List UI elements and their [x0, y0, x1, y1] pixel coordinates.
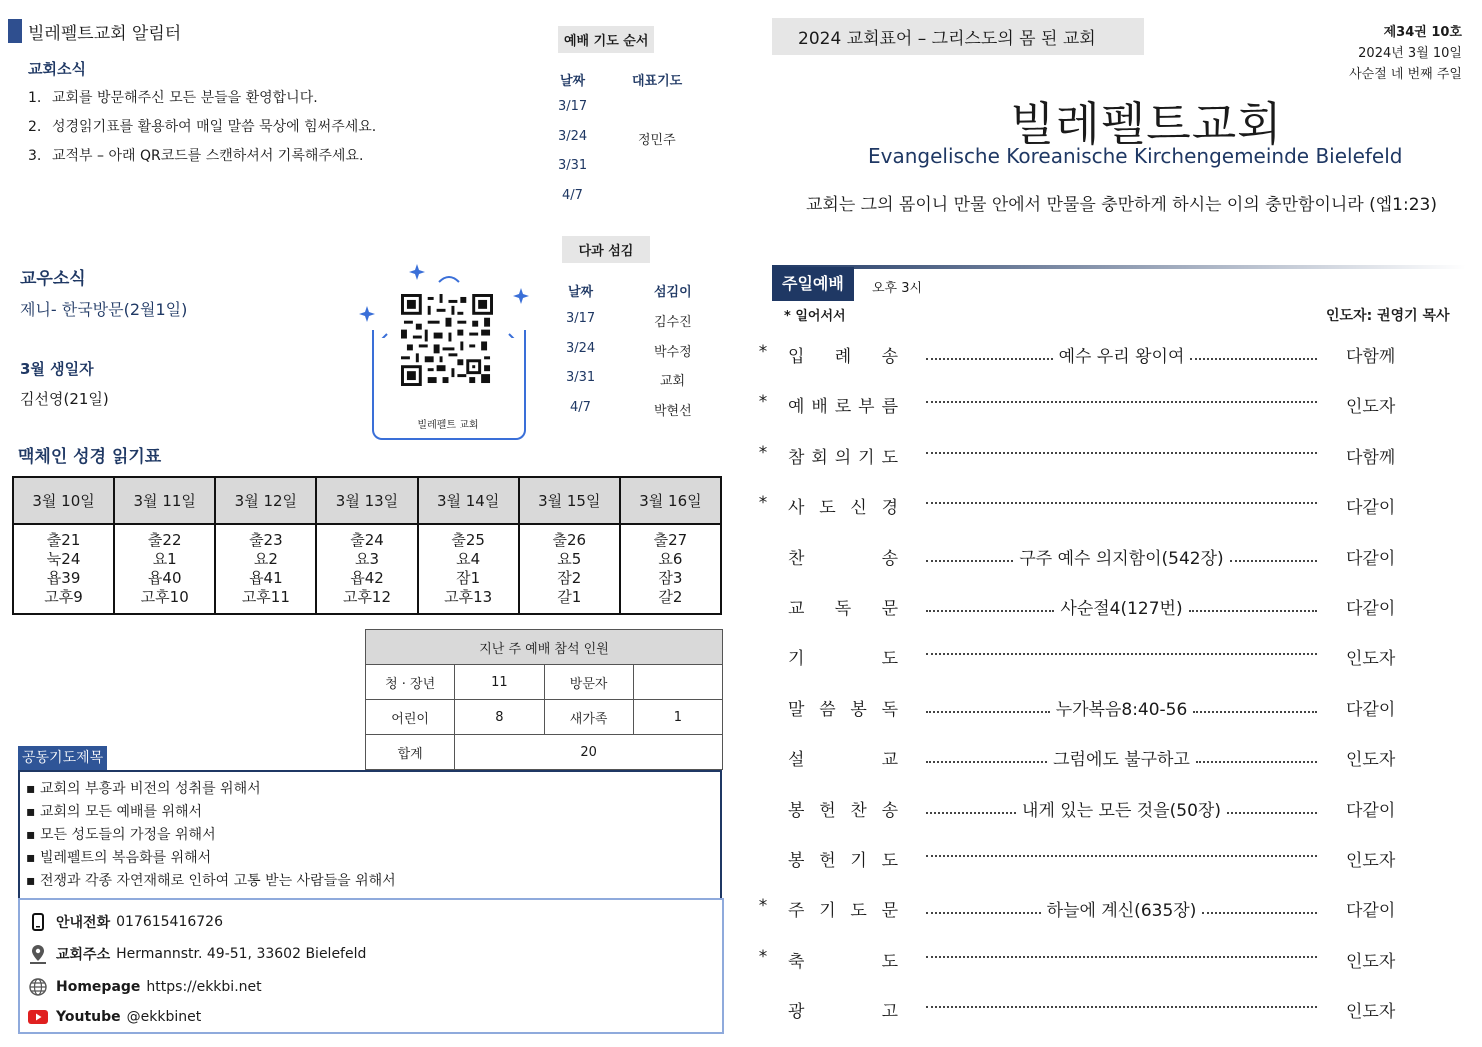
theme-verse: 교회는 그의 몸이니 만물 안에서 만물을 충만하게 하시는 이의 충만함이니라 (엡1:23)	[806, 195, 1437, 215]
qr-code-icon[interactable]	[400, 294, 494, 386]
reading-cell: 출27 요6 잠3 갈2	[620, 524, 721, 614]
order-item-name: 참 회 의 기 도	[788, 447, 898, 468]
worship-order-row	[756, 743, 1456, 773]
attendance-value: 8	[455, 700, 544, 735]
birthday-text: 김선영(21일)	[20, 390, 109, 408]
order-item-name: 말 씀 봉 독	[788, 699, 898, 720]
tea-date: 3/17	[566, 311, 596, 326]
reading-cell: 출26 요5 잠2 갈1	[519, 524, 620, 614]
volume-number: 제34권 10호	[1383, 25, 1462, 40]
order-item-detail	[924, 947, 1319, 958]
order-item-detail: 구주 예수 의지함이(542장)	[924, 544, 1319, 569]
tea-person: 김수진	[654, 315, 692, 330]
prayer-order-date: 4/7	[562, 188, 583, 203]
service-leader: 인도자: 권영기 목사	[1326, 308, 1450, 324]
liturgical-sunday: 사순절 네 번째 주일	[1349, 67, 1462, 82]
attendance-label: 청 · 장년	[366, 665, 455, 700]
order-item-name: 예 배 로 부 름	[788, 397, 898, 418]
worship-order-row	[756, 995, 1456, 1025]
members-heading: 교우소식	[20, 269, 86, 289]
order-item-performer: 다같이	[1346, 901, 1396, 922]
location-pin-icon	[28, 944, 48, 964]
order-item-detail: 사순절4(127번)	[924, 594, 1319, 619]
prayer-order-col-date: 날짜	[560, 74, 586, 89]
order-item-name: 축 도	[788, 951, 898, 972]
worship-order-row	[756, 592, 1456, 622]
globe-icon	[28, 977, 48, 997]
tea-col-date: 날짜	[568, 285, 594, 300]
youtube-icon	[28, 1007, 48, 1027]
reading-date: 3월 14일	[418, 477, 519, 524]
worship-order-row	[756, 441, 1456, 471]
prayer-order-date: 3/24	[558, 129, 588, 144]
order-item-performer: 인도자	[1346, 649, 1396, 670]
order-item-performer: 인도자	[1346, 397, 1396, 418]
attendance-value	[633, 665, 722, 700]
order-item-performer: 다함께	[1346, 347, 1396, 367]
prayer-item: ▪ 교회의 모든 예배를 위해서	[26, 801, 720, 824]
order-item-performer: 인도자	[1346, 1002, 1396, 1023]
qr-label: 빌레펠트 교회	[417, 420, 479, 431]
order-item-detail	[924, 846, 1319, 857]
attendance-value: 1	[633, 700, 722, 735]
prayer-order-person: 정민주	[638, 133, 676, 148]
prayer-item: ▪ 전쟁과 각종 자연재해로 인하여 고통 받는 사람들을 위해서	[26, 870, 720, 893]
homepage-link[interactable]: https://ekkbi.net	[146, 979, 262, 995]
attendance-label: 새가족	[544, 700, 633, 735]
prayer-order-col-person: 대표기도	[632, 74, 683, 89]
reading-plan-heading: 맥체인 성경 읽기표	[18, 447, 162, 467]
order-item-name: 광 고	[788, 1002, 898, 1023]
worship-order-row	[756, 945, 1456, 975]
youtube-handle[interactable]: @ekkbinet	[126, 1009, 202, 1025]
reading-date: 3월 12일	[215, 477, 316, 524]
worship-order-row	[756, 491, 1456, 521]
contact-youtube[interactable]: Youtube @ekkbinet	[28, 1007, 201, 1027]
reading-cell: 출21 눅24 욥39 고후9	[13, 524, 114, 614]
prayer-order-title: 예배 기도 순서	[558, 26, 654, 53]
order-item-performer: 인도자	[1346, 851, 1396, 871]
reading-cell: 출23 요2 욥41 고후11	[215, 524, 316, 614]
order-item-detail: 내게 있는 모든 것을(50장)	[924, 796, 1319, 821]
prayer-topics-box	[18, 770, 722, 900]
attendance-value: 11	[455, 665, 544, 700]
tea-person: 박수정	[654, 345, 692, 360]
standing-marker: *	[758, 896, 768, 917]
attendance-total: 20	[455, 735, 723, 770]
attendance-label: 합계	[366, 735, 455, 770]
tea-col-person: 섬김이	[654, 285, 692, 300]
phone-icon	[28, 912, 48, 932]
bulletin-title	[8, 18, 181, 44]
tea-service-title: 다과 섬김	[562, 236, 650, 263]
service-time: 오후 3시	[872, 281, 923, 296]
worship-order-row	[756, 693, 1456, 723]
worship-order-row	[756, 894, 1456, 924]
order-item-performer: 인도자	[1346, 951, 1396, 972]
tea-date: 3/31	[566, 370, 596, 385]
worship-order-row	[756, 390, 1456, 420]
birthday-heading: 3월 생일자	[20, 360, 94, 378]
order-item-name: 봉 헌 찬 송	[788, 800, 898, 821]
members-news: 제니- 한국방문(2월1일)	[20, 300, 188, 319]
prayer-item: ▪ 빌레펠트의 복음화를 위해서	[26, 847, 720, 870]
order-item-detail	[924, 997, 1319, 1008]
bulletin-title-text: 빌레펠트교회 알림터	[28, 23, 182, 44]
service-divider	[772, 265, 1466, 269]
worship-order-row	[756, 794, 1456, 824]
order-item-name: 사 도 신 경	[788, 498, 898, 519]
order-item-performer: 다같이	[1346, 548, 1396, 569]
reading-cell: 출25 요4 잠1 고후13	[418, 524, 519, 614]
reading-date: 3월 13일	[316, 477, 417, 524]
standing-marker: *	[758, 392, 768, 413]
prayer-order-date: 3/17	[558, 99, 588, 114]
standing-marker: *	[758, 946, 768, 967]
order-item-performer: 다같이	[1346, 699, 1396, 720]
order-item-name: 교 독 문	[788, 599, 898, 619]
order-item-performer: 다같이	[1346, 498, 1396, 519]
order-item-performer: 다같이	[1346, 599, 1396, 619]
prayer-topics-tab: 공동기도제목	[18, 746, 107, 770]
order-item-detail	[924, 443, 1319, 454]
tea-date: 3/24	[566, 341, 596, 356]
standing-marker: *	[758, 442, 768, 463]
prayer-order-date: 3/31	[558, 158, 588, 173]
standing-note: * 일어서서	[784, 309, 846, 324]
reading-cell: 출22 요1 욥40 고후10	[114, 524, 215, 614]
order-item-detail	[924, 644, 1319, 655]
order-item-detail	[924, 493, 1319, 504]
news-item: 3. 교적부 – 아래 QR코드를 스캔하셔서 기록해주세요.	[28, 148, 364, 164]
order-item-name: 봉 헌 기 도	[788, 851, 898, 871]
contact-homepage[interactable]: Homepage https://ekkbi.net	[28, 977, 262, 997]
order-item-name: 찬 송	[788, 548, 898, 569]
worship-order-row	[756, 340, 1456, 370]
reading-plan-table	[12, 476, 722, 615]
attendance-table	[365, 629, 723, 770]
news-item: 1. 교회를 방문해주신 모든 분들을 환영합니다.	[28, 90, 318, 106]
order-item-detail: 하늘에 계신(635장)	[924, 896, 1319, 921]
attendance-title: 지난 주 예배 참석 인원	[366, 630, 723, 665]
order-item-detail: 예수 우리 왕이여	[924, 342, 1319, 367]
prayer-item: ▪ 모든 성도들의 가정을 위해서	[26, 824, 720, 847]
annual-theme: 2024 교회표어 – 그리스도의 몸 된 교회	[772, 18, 1144, 55]
news-item: 2. 성경읽기표를 활용하여 매일 말씀 묵상에 힘써주세요.	[28, 119, 377, 135]
standing-marker: *	[758, 493, 768, 514]
order-item-name: 주 기 도 문	[788, 901, 898, 922]
worship-order-row	[756, 844, 1456, 874]
order-item-detail: 그럼에도 불구하고	[924, 745, 1319, 770]
standing-marker: *	[758, 342, 768, 362]
contact-address: 교회주소 Hermannstr. 49-51, 33602 Bielefeld	[28, 944, 366, 964]
worship-order-row	[756, 642, 1456, 672]
church-name: 빌레펠트교회	[1010, 97, 1283, 151]
reading-date: 3월 10일	[13, 477, 114, 524]
order-item-performer: 인도자	[1346, 750, 1396, 771]
reading-date: 3월 11일	[114, 477, 215, 524]
title-marker	[8, 19, 22, 43]
order-item-performer: 다함께	[1346, 447, 1396, 468]
church-name-german: Evangelische Koreanische Kirchengemeinde Bielefeld	[868, 144, 1403, 168]
reading-cell: 출24 요3 욥42 고후12	[316, 524, 417, 614]
news-heading: 교회소식	[28, 60, 86, 78]
attendance-label: 방문자	[544, 665, 633, 700]
tea-person: 교회	[660, 374, 686, 389]
news-list	[28, 84, 376, 171]
contact-phone: 안내전화 017615416726	[28, 912, 223, 932]
bulletin-date: 2024년 3월 10일	[1358, 46, 1462, 61]
order-item-detail: 누가복음8:40-56	[924, 695, 1319, 720]
tea-date: 4/7	[570, 400, 591, 415]
order-item-detail	[924, 392, 1319, 403]
tea-person: 박현선	[654, 404, 692, 419]
order-item-name: 입 례 송	[788, 347, 898, 367]
order-item-name: 기 도	[788, 649, 898, 670]
service-title: 주일예배	[772, 267, 854, 301]
contact-box	[18, 898, 724, 1034]
order-item-name: 설 교	[788, 750, 898, 771]
prayer-item: ▪ 교회의 부흥과 비전의 성취를 위해서	[26, 778, 720, 801]
attendance-label: 어린이	[366, 700, 455, 735]
reading-date: 3월 16일	[620, 477, 721, 524]
reading-date: 3월 15일	[519, 477, 620, 524]
worship-order-row	[756, 542, 1456, 572]
issue-info	[1349, 22, 1462, 85]
order-item-performer: 다같이	[1346, 800, 1396, 821]
